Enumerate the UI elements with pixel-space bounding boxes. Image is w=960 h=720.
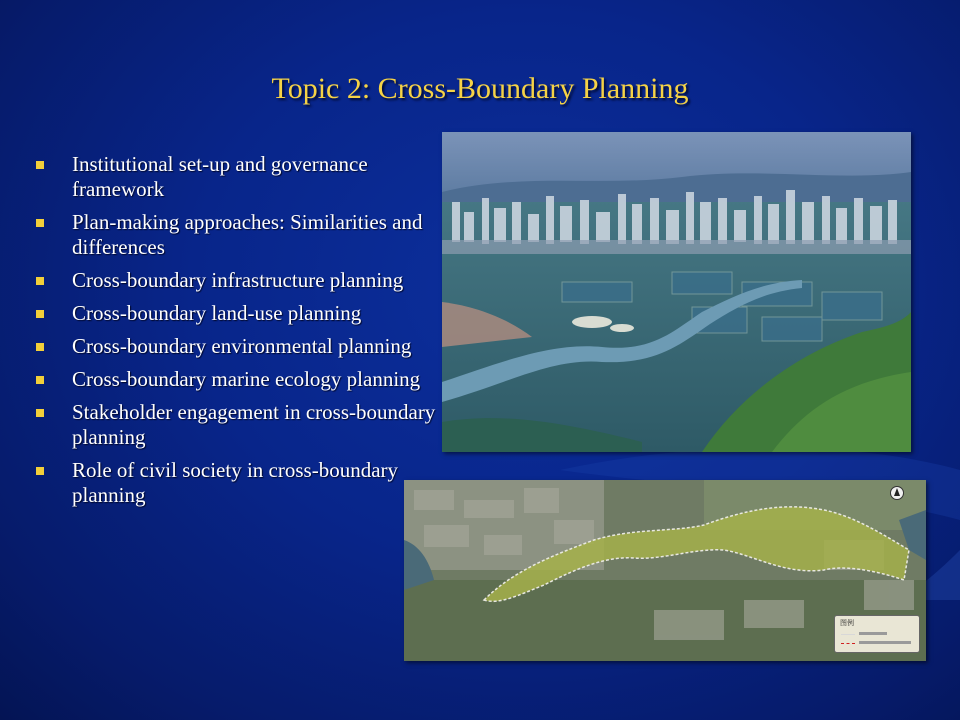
square-bullet-icon <box>36 467 44 475</box>
square-bullet-icon <box>36 310 44 318</box>
list-item <box>36 210 436 260</box>
square-bullet-icon <box>36 161 44 169</box>
list-item-text: Cross-boundary infrastructure planning <box>72 268 404 292</box>
list-item <box>36 152 436 202</box>
square-bullet-icon <box>36 219 44 227</box>
legend-label-placeholder <box>859 641 911 644</box>
list-item <box>36 334 436 359</box>
aerial-photo-graphic <box>442 132 911 452</box>
legend-line-solid-icon <box>841 634 855 635</box>
list-item <box>36 301 436 326</box>
aerial-photo-river-city <box>442 132 911 452</box>
slide-title: Topic 2: Cross-Boundary Planning <box>271 72 689 105</box>
satellite-map <box>404 480 926 661</box>
map-legend <box>834 615 920 653</box>
bullet-list <box>36 152 436 516</box>
list-item-text: Role of civil society in cross-boundary planning <box>72 458 399 507</box>
list-item-text: Plan-making approaches: Similarities and differences <box>72 210 423 259</box>
map-legend-title: 图例 <box>840 619 854 627</box>
list-item-text: Cross-boundary environmental planning <box>72 334 412 358</box>
list-item <box>36 367 436 392</box>
list-item <box>36 268 436 293</box>
square-bullet-icon <box>36 343 44 351</box>
list-item-text: Institutional set-up and governance framework <box>72 152 368 201</box>
legend-label-placeholder <box>859 632 887 635</box>
list-item-text: Cross-boundary land-use planning <box>72 301 362 325</box>
legend-line-dashed-icon <box>841 643 855 644</box>
list-item <box>36 400 436 450</box>
square-bullet-icon <box>36 409 44 417</box>
square-bullet-icon <box>36 376 44 384</box>
list-item-text: Cross-boundary marine ecology planning <box>72 367 421 391</box>
list-item-text: Stakeholder engagement in cross-boundary planning <box>72 400 436 449</box>
list-item <box>36 458 436 508</box>
north-arrow-icon <box>890 486 904 500</box>
square-bullet-icon <box>36 277 44 285</box>
